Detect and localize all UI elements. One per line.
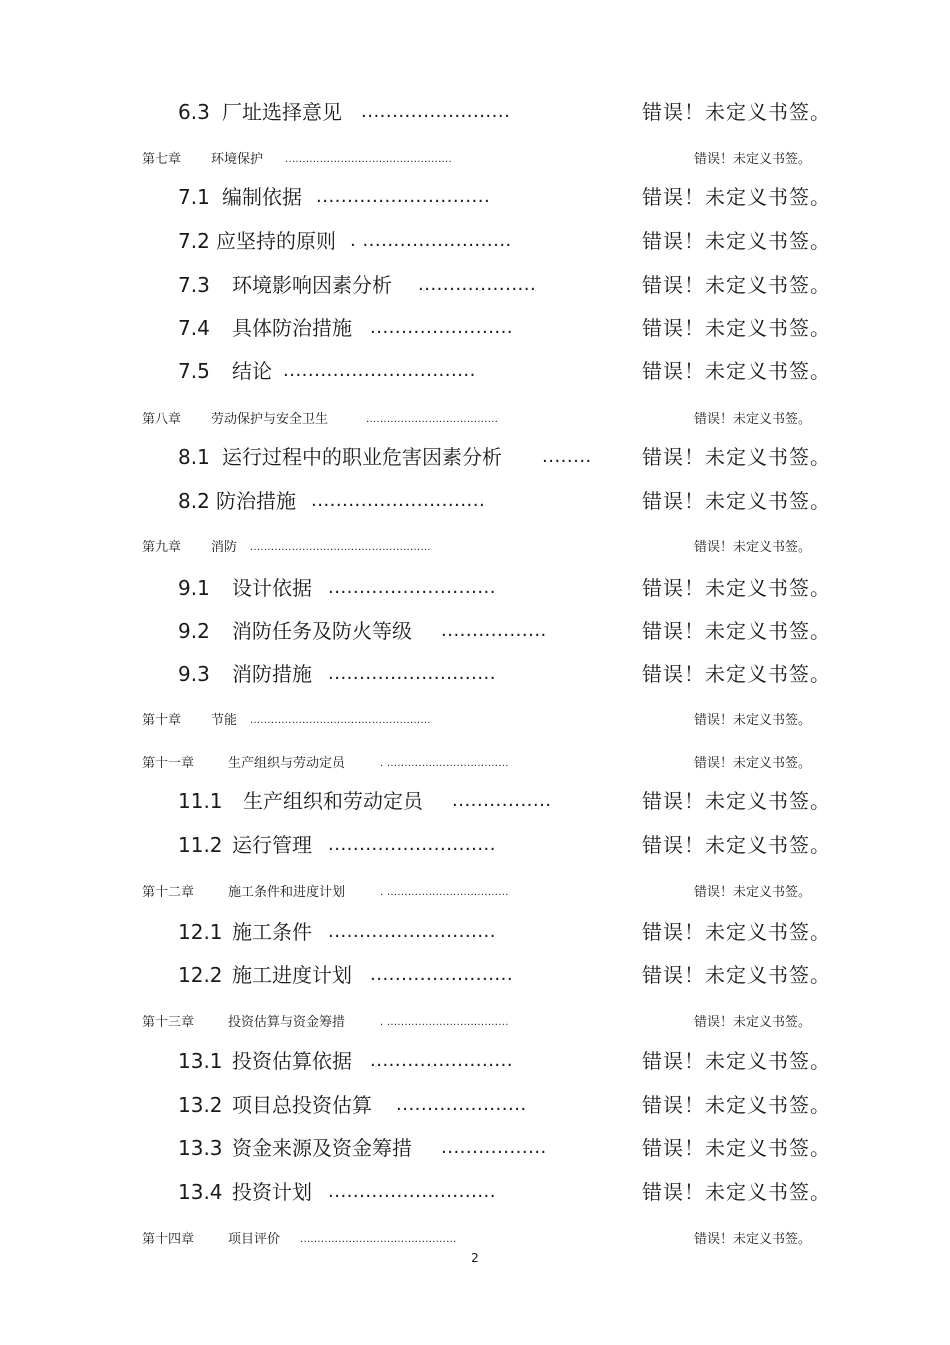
toc-leader-dots: ......................................: [366, 414, 499, 425]
toc-leader-dots: .......................: [370, 317, 514, 338]
toc-entry-title: 项目总投资估算: [232, 1093, 372, 1117]
toc-entry-number: 13.4: [178, 1180, 223, 1204]
toc-entry-title: 投资估算与资金筹措: [228, 1015, 346, 1030]
toc-entry[interactable]: [0, 573, 950, 603]
toc-entry-number: 13.3: [178, 1136, 223, 1160]
toc-entry-number: 第十三章: [142, 1015, 195, 1030]
toc-leader-dots: . ........................: [350, 230, 512, 251]
toc-entry-number: 第八章: [142, 412, 182, 427]
toc-entry[interactable]: [0, 486, 950, 516]
toc-leader-dots: . ...................................: [380, 1017, 509, 1028]
toc-page-reference: 错误！未定义书签。: [642, 576, 831, 600]
toc-entry-number: 第十二章: [142, 885, 195, 900]
toc-page-reference: 错误！未定义书签。: [694, 412, 812, 427]
toc-entry[interactable]: [0, 145, 950, 175]
toc-page-reference: 错误！未定义书签。: [642, 920, 831, 944]
toc-entry-title: 防治措施: [216, 489, 296, 513]
toc-entry[interactable]: [0, 313, 950, 343]
toc-entry-number: 7.3: [178, 273, 210, 297]
toc-entry-title: 生产组织与劳动定员: [228, 756, 346, 771]
toc-entry-number: 第十章: [142, 713, 182, 728]
toc-entry[interactable]: [0, 356, 950, 386]
toc-leader-dots: . ...................................: [380, 758, 509, 769]
toc-entry-title: 消防任务及防火等级: [232, 619, 412, 643]
toc-entry-title: 施工进度计划: [232, 963, 352, 987]
toc-leader-dots: ...................: [418, 274, 537, 295]
toc-leader-dots: .................: [441, 620, 547, 641]
toc-entry-number: 7.1: [178, 185, 210, 209]
toc-entry[interactable]: [0, 97, 950, 127]
toc-entry-number: 9.3: [178, 662, 210, 686]
toc-entry-title: 环境影响因素分析: [232, 273, 392, 297]
toc-page-reference: 错误！未定义书签。: [642, 445, 831, 469]
toc-entry-title: 生产组织和劳动定员: [243, 789, 423, 813]
toc-leader-dots: .....................: [396, 1094, 527, 1115]
toc-entry-number: 11.2: [178, 833, 223, 857]
toc-entry-number: 9.1: [178, 576, 210, 600]
toc-entry[interactable]: [0, 616, 950, 646]
toc-entry-number: 第十一章: [142, 756, 195, 771]
toc-page-reference: 错误！未定义书签。: [642, 963, 831, 987]
toc-page-reference: 错误！未定义书签。: [642, 662, 831, 686]
toc-entry-title: 施工条件和进度计划: [228, 885, 346, 900]
toc-entry-number: 13.2: [178, 1093, 223, 1117]
toc-leader-dots: ................: [452, 790, 552, 811]
toc-entry-number: 7.5: [178, 359, 210, 383]
toc-entry[interactable]: [0, 659, 950, 689]
toc-leader-dots: .................: [441, 1137, 547, 1158]
toc-entry-number: 7.4: [178, 316, 210, 340]
toc-entry-title: 结论: [232, 359, 272, 383]
toc-entry-number: 12.1: [178, 920, 223, 944]
toc-page-reference: 错误！未定义书签。: [642, 619, 831, 643]
toc-page-reference: 错误！未定义书签。: [642, 1093, 831, 1117]
toc-entry-number: 第九章: [142, 540, 182, 555]
toc-leader-dots: ...............................: [283, 360, 476, 381]
toc-leader-dots: . ...................................: [380, 887, 509, 898]
toc-leader-dots: ....................................................: [250, 715, 431, 726]
toc-entry-title: 节能: [211, 713, 238, 728]
toc-leader-dots: .......................: [370, 1050, 514, 1071]
toc-page-reference: 错误！未定义书签。: [642, 100, 831, 124]
toc-entry[interactable]: [0, 270, 950, 300]
toc-entry-title: 投资计划: [232, 1180, 312, 1204]
toc-entry[interactable]: [0, 1177, 950, 1207]
toc-entry[interactable]: [0, 1133, 950, 1163]
toc-entry-title: 资金来源及资金筹措: [232, 1136, 412, 1160]
toc-page-reference: 错误！未定义书签。: [642, 1136, 831, 1160]
toc-leader-dots: ...........................: [328, 834, 496, 855]
toc-entry-title: 消防: [211, 540, 238, 555]
toc-entry[interactable]: [0, 749, 950, 779]
toc-entry-number: 6.3: [178, 100, 210, 124]
toc-entry-number: 13.1: [178, 1049, 223, 1073]
toc-entry[interactable]: [0, 1046, 950, 1076]
toc-entry-number: 12.2: [178, 963, 223, 987]
page-number: 2: [471, 1251, 479, 1265]
toc-entry[interactable]: [0, 1008, 950, 1038]
toc-page-reference: 错误！未定义书签。: [694, 713, 812, 728]
toc-entry-number: 第十四章: [142, 1232, 195, 1247]
toc-page-reference: 错误！未定义书签。: [642, 1049, 831, 1073]
toc-entry-number: 11.1: [178, 789, 223, 813]
toc-entry-title: 项目评价: [228, 1232, 281, 1247]
toc-leader-dots: ...........................: [328, 663, 496, 684]
toc-entry-number: 7.2: [178, 229, 210, 253]
toc-page-reference: 错误！未定义书签。: [642, 833, 831, 857]
toc-entry[interactable]: [0, 442, 950, 472]
toc-entry[interactable]: [0, 917, 950, 947]
toc-entry[interactable]: [0, 878, 950, 908]
toc-entry-title: 运行过程中的职业危害因素分析: [222, 445, 502, 469]
toc-leader-dots: ........: [542, 446, 592, 467]
toc-entry-title: 运行管理: [232, 833, 312, 857]
toc-page-reference: 错误！未定义书签。: [694, 1232, 812, 1247]
toc-entry-title: 施工条件: [232, 920, 312, 944]
toc-entry-title: 应坚持的原则: [216, 229, 336, 253]
toc-entry-number: 第七章: [142, 152, 182, 167]
toc-entry[interactable]: [0, 405, 950, 435]
toc-entry[interactable]: [0, 960, 950, 990]
toc-entry[interactable]: [0, 533, 950, 563]
toc-leader-dots: ............................: [316, 186, 491, 207]
toc-leader-dots: ...........................: [328, 577, 496, 598]
toc-entry-number: 9.2: [178, 619, 210, 643]
toc-page-reference: 错误！未定义书签。: [694, 1015, 812, 1030]
toc-entry[interactable]: [0, 786, 950, 816]
toc-entry-number: 8.2: [178, 489, 210, 513]
toc-page-reference: 错误！未定义书签。: [642, 273, 831, 297]
toc-page-reference: 错误！未定义书签。: [694, 540, 812, 555]
toc-page-reference: 错误！未定义书签。: [642, 316, 831, 340]
toc-page-reference: 错误！未定义书签。: [642, 1180, 831, 1204]
toc-entry-title: 设计依据: [232, 576, 312, 600]
toc-entry[interactable]: [0, 830, 950, 860]
toc-page-reference: 错误！未定义书签。: [642, 185, 831, 209]
toc-page-reference: 错误！未定义书签。: [694, 756, 812, 771]
toc-entry-title: 劳动保护与安全卫生: [211, 412, 329, 427]
toc-leader-dots: .......................: [370, 964, 514, 985]
toc-leader-dots: ...........................: [328, 1181, 496, 1202]
toc-page-reference: 错误！未定义书签。: [694, 152, 812, 167]
toc-entry-title: 消防措施: [232, 662, 312, 686]
toc-entry[interactable]: [0, 706, 950, 736]
toc-entry-number: 8.1: [178, 445, 210, 469]
toc-leader-dots: ...........................: [328, 921, 496, 942]
toc-entry-title: 投资估算依据: [232, 1049, 352, 1073]
toc-entry[interactable]: [0, 182, 950, 212]
toc-entry[interactable]: [0, 226, 950, 256]
toc-leader-dots: ........................: [361, 101, 511, 122]
toc-entry[interactable]: [0, 1090, 950, 1120]
toc-page-reference: 错误！未定义书签。: [642, 359, 831, 383]
toc-page-reference: 错误！未定义书签。: [642, 789, 831, 813]
toc-leader-dots: .............................................: [300, 1234, 457, 1245]
toc-entry-title: 编制依据: [222, 185, 302, 209]
toc-leader-dots: ............................: [311, 490, 486, 511]
toc-leader-dots: ....................................................: [250, 542, 431, 553]
toc-entry-title: 厂址选择意见: [222, 100, 342, 124]
toc-entry-title: 具体防治措施: [232, 316, 352, 340]
toc-leader-dots: ................................................: [285, 154, 452, 165]
toc-entry-title: 环境保护: [211, 152, 264, 167]
toc-page-reference: 错误！未定义书签。: [642, 229, 831, 253]
toc-page-reference: 错误！未定义书签。: [642, 489, 831, 513]
toc-page-reference: 错误！未定义书签。: [694, 885, 812, 900]
